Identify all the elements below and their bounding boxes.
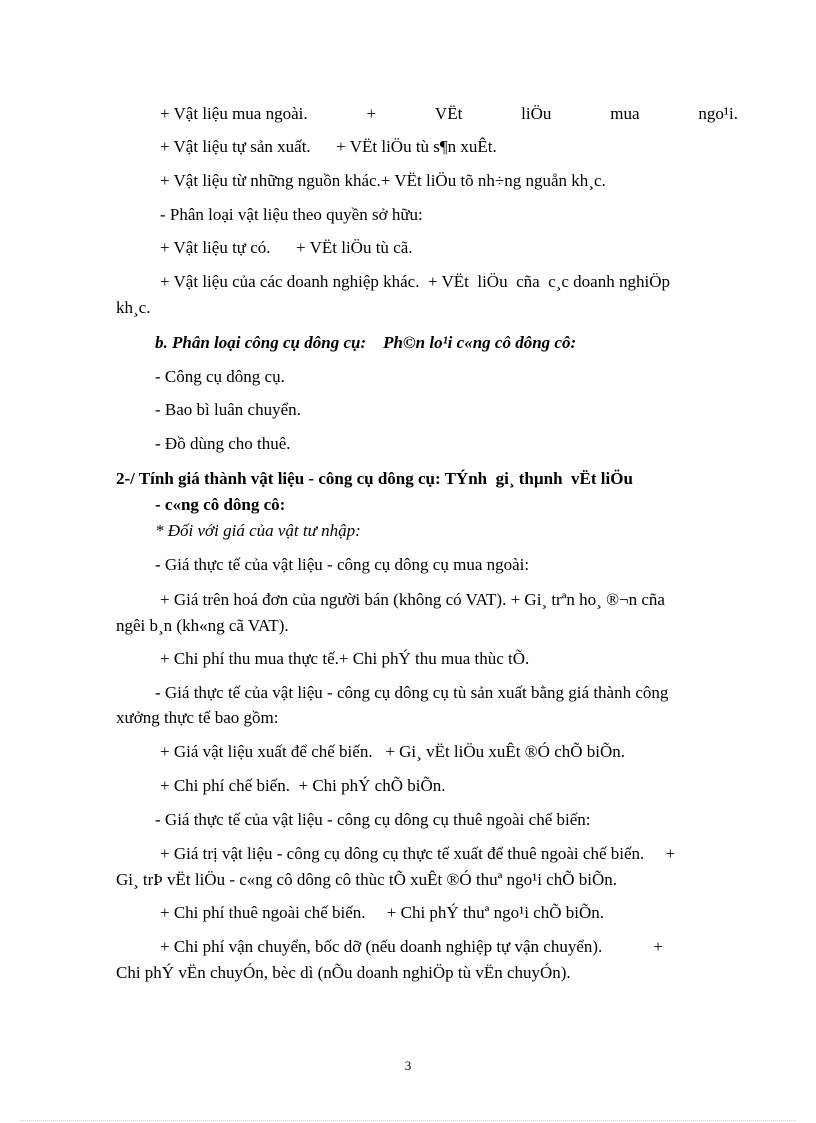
text-segment: + bbox=[366, 104, 377, 123]
text-line: + Vật liệu của các doanh nghiệp khác. + VËt liÖu cña c¸c doanh nghiÖp bbox=[160, 272, 670, 291]
text-line: + Vật liệu tự sản xuất. + VËt liÖu tù s¶n xuÊt. bbox=[160, 137, 497, 156]
list-item: - Bao bì luân chuyển. bbox=[155, 400, 301, 419]
text-line: + Giá trên hoá đơn của người bán (không có VAT). + Gi¸ trªn ho¸ ®¬n cña bbox=[160, 590, 665, 609]
text-line: + Giá trị vật liệu - công cụ dông cụ thực tế xuất để thuê ngoài chế biến. + bbox=[160, 844, 676, 863]
text-line: Gi¸ trÞ vËt liÖu - c«ng cô dông cô thùc tÕ xuÊt ®Ó thuª ngo¹i chÕ biÕn. bbox=[116, 870, 618, 889]
text-line: - Giá thực tế của vật liệu - công cụ dông cụ tù sản xuất bằng giá thành công bbox=[155, 683, 669, 702]
text-segment: liÖu bbox=[521, 104, 552, 123]
text-line: + Chi phí vận chuyển, bốc dỡ (nếu doanh nghiệp tự vận chuyển). + bbox=[160, 937, 663, 956]
page-bottom-divider bbox=[20, 1120, 796, 1121]
text-segment: VËt bbox=[434, 104, 463, 123]
text-segment: + Vật liệu mua ngoài. bbox=[160, 104, 308, 123]
text-line bbox=[160, 103, 738, 125]
text-line: kh¸c. bbox=[116, 298, 151, 317]
text-line: + Chi phí thuê ngoài chế biến. + Chi phÝ thuª ngo¹i chÕ biÕn. bbox=[160, 903, 605, 922]
list-item: - Đồ dùng cho thuê. bbox=[155, 434, 291, 453]
subheading: * Đối với giá của vật tư nhập: bbox=[155, 521, 361, 540]
section-heading: b. Phân loại công cụ dông cụ: Ph©n lo¹i c«ng cô dông cô: bbox=[155, 333, 577, 352]
section-heading: - c«ng cô dông cô: bbox=[155, 495, 286, 514]
list-item: - Công cụ dông cụ. bbox=[155, 367, 285, 386]
page-number: 3 bbox=[404, 1058, 412, 1073]
text-line: ngêi b¸n (kh«ng cã VAT). bbox=[116, 616, 289, 635]
text-line: + Vật liệu từ những nguồn khác.+ VËt liÖu tõ nh÷ng nguån kh¸c. bbox=[160, 171, 606, 190]
text-line: + Vật liệu tự có. + VËt liÖu tù cã. bbox=[160, 238, 413, 257]
text-line: - Giá thực tế của vật liệu - công cụ dông cụ thuê ngoài chế biến: bbox=[155, 810, 591, 829]
text-line: + Chi phí thu mua thực tế.+ Chi phÝ thu mua thùc tÕ. bbox=[160, 649, 530, 668]
text-line: + Giá vật liệu xuất để chế biến. + Gi¸ vËt liÖu xuÊt ®Ó chÕ biÕn. bbox=[160, 742, 626, 761]
text-segment: mua bbox=[610, 104, 640, 123]
text-line: - Giá thực tế của vật liệu - công cụ dông cụ mua ngoài: bbox=[155, 555, 530, 574]
text-segment: ngo¹i. bbox=[698, 104, 738, 123]
section-heading: 2-/ Tính giá thành vật liệu - công cụ dông cụ: TÝnh gi¸ thµnh vËt liÖu bbox=[116, 469, 633, 488]
text-line: + Chi phí chế biến. + Chi phÝ chÕ biÕn. bbox=[160, 776, 446, 795]
text-line: xưởng thực tế bao gồm: bbox=[116, 708, 279, 727]
text-line: Chi phÝ vËn chuyÓn, bèc dì (nÕu doanh nghiÖp tù vËn chuyÓn). bbox=[116, 963, 571, 982]
text-line: - Phân loại vật liệu theo quyền sở hữu: bbox=[160, 205, 423, 224]
